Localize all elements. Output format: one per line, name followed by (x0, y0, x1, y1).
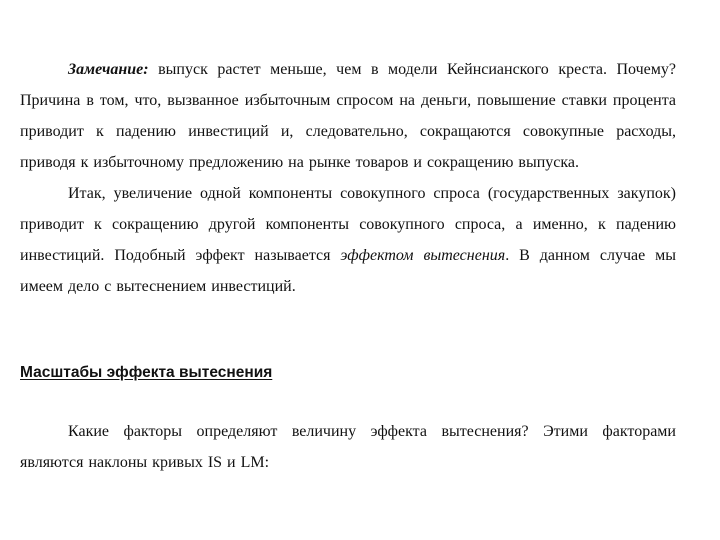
factors-paragraph: Какие факторы определяют величину эффекта вытеснения? Этими факторами являются наклоны кривых IS и LM: (20, 423, 676, 471)
note-paragraph (20, 54, 676, 178)
note-label: Замечание: (68, 61, 149, 78)
note-text: выпуск растет меньше, чем в модели Кейнсианского креста. Почему? Причина в том, что, вызванное избыточным спросом на деньги, повышение ставки процента приводит к падению инвестиций и, следовательно, сокращаются совокупные расходы, приводя к избыточному предложению на рынке товаров и сокращению выпуска. (20, 61, 676, 171)
crowding-out-paragraph (20, 178, 676, 302)
crowding-out-term: эффектом вытеснения (340, 247, 506, 264)
section-heading: Масштабы эффекта вытеснения (20, 364, 273, 381)
crowding-out-text-after: . В данном случае мы имеем дело с вытеснением инвестиций. (20, 247, 677, 295)
crowding-out-text-before: Итак, увеличение одной компоненты совокупного спроса (государственных закупок) приводит к сокращению другой компоненты совокупного спроса, а именно, к падению инвестиций. Подобный эффект называется (20, 185, 676, 264)
